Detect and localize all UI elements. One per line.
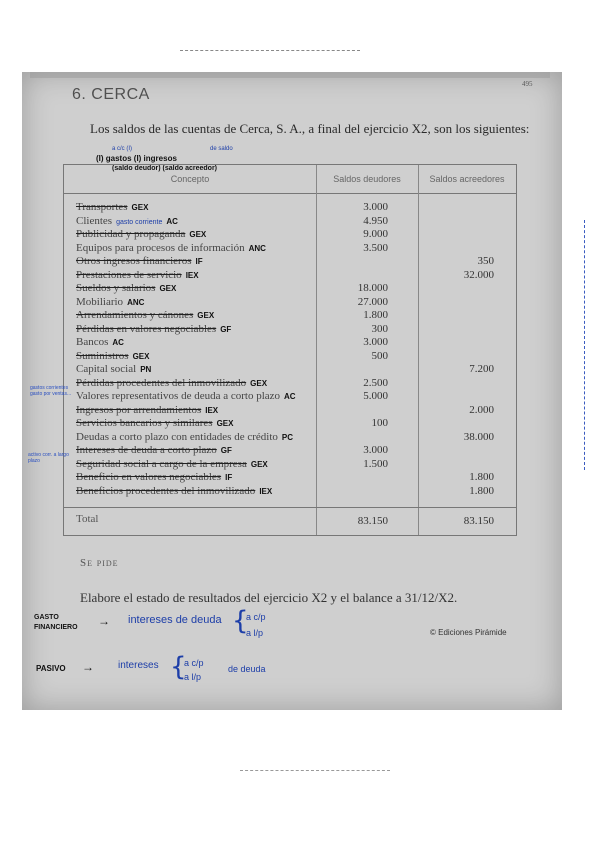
concept-text: Valores representativos de deuda a corto plazo	[76, 390, 281, 402]
hand-note-gastos-ingresos: (I) gastos (I) ingresos	[96, 154, 177, 163]
debit-value: 4.950	[363, 214, 388, 227]
brace-gasto: {	[232, 606, 249, 636]
total-debit: 83.150	[357, 515, 388, 527]
account-type-tag: GEX	[159, 284, 177, 293]
table-row-concept	[76, 390, 296, 402]
account-type-tag: PN	[140, 365, 152, 374]
table-row-concept	[76, 269, 199, 281]
page-corner-mark: 495	[522, 80, 533, 88]
concept-text: Otros ingresos financieros	[76, 255, 192, 267]
column-divider	[316, 165, 317, 535]
copyright: © Ediciones Pirámide	[430, 628, 507, 637]
right-margin-line	[584, 220, 585, 470]
left-margin-note-1: gastos corrientes gasto por ventas...	[30, 385, 72, 397]
account-type-tag: GF	[220, 446, 232, 455]
account-type-tag: IEX	[259, 486, 273, 496]
header-concepto: Concepto	[170, 174, 210, 184]
debit-value: 5.000	[363, 390, 388, 402]
table-row-concept	[76, 404, 218, 416]
gasto-opt-1: a c/p	[246, 612, 266, 622]
account-type-tag: GEX	[216, 419, 234, 428]
account-type-tag: GEX	[250, 378, 268, 388]
concept-text: Ingresos por arrendamientos	[76, 403, 202, 416]
table-row-concept	[76, 282, 176, 294]
concept-text: Pérdidas procedentes del inmovilizado	[76, 376, 247, 389]
top-scan-artifact	[180, 50, 360, 51]
credit-value: 1.800	[469, 471, 494, 483]
concept-text: Pérdidas en valores negociables	[76, 322, 217, 335]
account-type-tag: GEX	[197, 311, 215, 320]
brace-pasivo: {	[170, 652, 187, 682]
table-row-concept	[76, 458, 268, 470]
account-type-tag: ANC	[248, 243, 266, 253]
table-row-concept	[76, 350, 149, 362]
concept-hand-note: gasto corriente	[116, 218, 163, 226]
table-row-concept	[76, 309, 214, 321]
table-row-concept	[76, 242, 266, 254]
balances-table	[63, 164, 517, 536]
concept-text: Sueldos y salarios	[76, 282, 156, 294]
arrow-2: →	[82, 660, 94, 674]
column-divider	[418, 165, 419, 535]
credit-value: 1.800	[469, 484, 494, 497]
credit-value: 32.000	[463, 268, 494, 281]
table-row-concept	[76, 201, 148, 213]
concept-text: Servicios bancarios y similares	[76, 417, 213, 429]
arrow-1: →	[98, 614, 110, 628]
concept-text: Bancos	[76, 336, 109, 348]
credit-value: 350	[477, 255, 494, 267]
page-top-shadow	[30, 72, 550, 78]
account-type-tag: AC	[284, 392, 296, 401]
section-title-se-pide: Se pide	[80, 557, 119, 569]
concept-text: Capital social	[76, 363, 137, 375]
hand-note-saldos: (saldo deudor) (saldo acreedor)	[112, 165, 218, 172]
debit-value: 9.000	[363, 228, 388, 240]
concept-text: Beneficios procedentes del inmovilizado	[76, 484, 256, 497]
account-type-tag: ANC	[127, 297, 145, 307]
debit-value: 18.000	[357, 282, 388, 294]
account-type-tag: IF	[195, 257, 203, 266]
gasto-opt-2: a l/p	[246, 628, 264, 638]
concept-text: Intereses de deuda a corto plazo	[76, 444, 217, 456]
credit-value: 7.200	[469, 363, 494, 375]
left-margin-note-2: activo corr. a largo plazo	[28, 452, 69, 464]
concept-text: Equipos para procesos de información	[76, 241, 245, 254]
debit-value: 2.500	[363, 376, 388, 389]
table-row-concept	[76, 471, 232, 483]
pasivo-opt-2: a l/p	[184, 672, 202, 682]
total-label: Total	[76, 513, 99, 525]
total-credit: 83.150	[463, 515, 494, 527]
header-saldos-acreedores: Saldos acreedores	[429, 174, 505, 184]
concept-text: Suministros	[76, 349, 129, 362]
pasivo-tail: de deuda	[228, 664, 266, 674]
concept-text: Publicidad y propaganda	[76, 228, 186, 240]
exercise-heading: 6. CERCA	[72, 86, 150, 103]
gasto-label-1: GASTO	[34, 614, 59, 621]
intro-paragraph	[72, 120, 532, 138]
table-row-concept	[76, 485, 272, 497]
header-saldos-deudores: Saldos deudores	[333, 174, 401, 184]
account-type-tag: AC	[112, 338, 124, 347]
table-row-concept	[76, 323, 231, 335]
intro-text: Los saldos de las cuentas de Cerca, S. A., a final del ejercicio X2, son los siguientes:	[90, 121, 530, 136]
account-type-tag: GEX	[189, 230, 207, 239]
task-instruction: Elabore el estado de resultados del ejercicio X2 y el balance a 31/12/X2.	[80, 590, 458, 605]
account-type-tag: IEX	[185, 270, 199, 280]
pasivo-text: intereses	[118, 660, 159, 671]
table-row-concept	[76, 444, 232, 456]
concept-text: Mobiliario	[76, 295, 124, 308]
account-type-tag: AC	[166, 216, 178, 226]
account-type-tag: IF	[225, 473, 233, 482]
concept-text: Beneficio en valores negociables	[76, 471, 222, 483]
account-type-tag: GEX	[250, 459, 268, 469]
credit-value: 38.000	[463, 430, 494, 443]
account-type-tag: GEX	[132, 351, 150, 361]
table-row-concept	[76, 336, 124, 348]
total-divider	[64, 507, 516, 508]
concept-text: Prestaciones de servicio	[76, 268, 182, 281]
table-row-concept	[76, 377, 267, 389]
debit-value: 100	[371, 417, 388, 429]
table-row-concept	[76, 417, 233, 429]
debit-value: 3.000	[363, 336, 388, 348]
account-type-tag: PC	[281, 432, 294, 442]
bottom-scan-artifact	[240, 770, 390, 771]
debit-value: 3.000	[363, 444, 388, 456]
credit-value: 2.000	[469, 403, 494, 416]
table-row-concept	[76, 228, 206, 240]
concept-text: Transportes	[76, 201, 128, 213]
table-row-concept	[76, 255, 203, 267]
debit-value: 3.500	[363, 241, 388, 254]
table-row-concept	[76, 215, 178, 227]
pasivo-label: PASIVO	[36, 664, 66, 673]
concept-text: Deudas a corto plazo con entidades de crédito	[76, 430, 278, 443]
debit-value: 300	[371, 322, 388, 335]
debit-value: 500	[371, 349, 388, 362]
gasto-text: intereses de deuda	[128, 614, 222, 626]
account-type-tag: GEX	[131, 203, 149, 212]
table-row-concept	[76, 296, 144, 308]
debit-value: 1.500	[363, 457, 388, 470]
concept-text: Arrendamientos y cánones	[76, 309, 194, 321]
pasivo-opt-1: a c/p	[184, 658, 204, 668]
account-type-tag: GF	[220, 324, 232, 334]
blue-note-2: de saldo	[210, 146, 233, 152]
concept-text: Seguridad social a cargo de la empresa	[76, 457, 247, 470]
debit-value: 1.800	[363, 309, 388, 321]
account-type-tag: IEX	[205, 405, 219, 415]
gasto-label-2: FINANCIERO	[34, 624, 78, 631]
debit-value: 27.000	[357, 295, 388, 308]
concept-text: Clientes	[76, 214, 113, 227]
table-row-concept	[76, 431, 293, 443]
debit-value: 3.000	[363, 201, 388, 213]
blue-note-1: a c/c (I)	[112, 146, 133, 152]
table-row-concept	[76, 363, 151, 375]
